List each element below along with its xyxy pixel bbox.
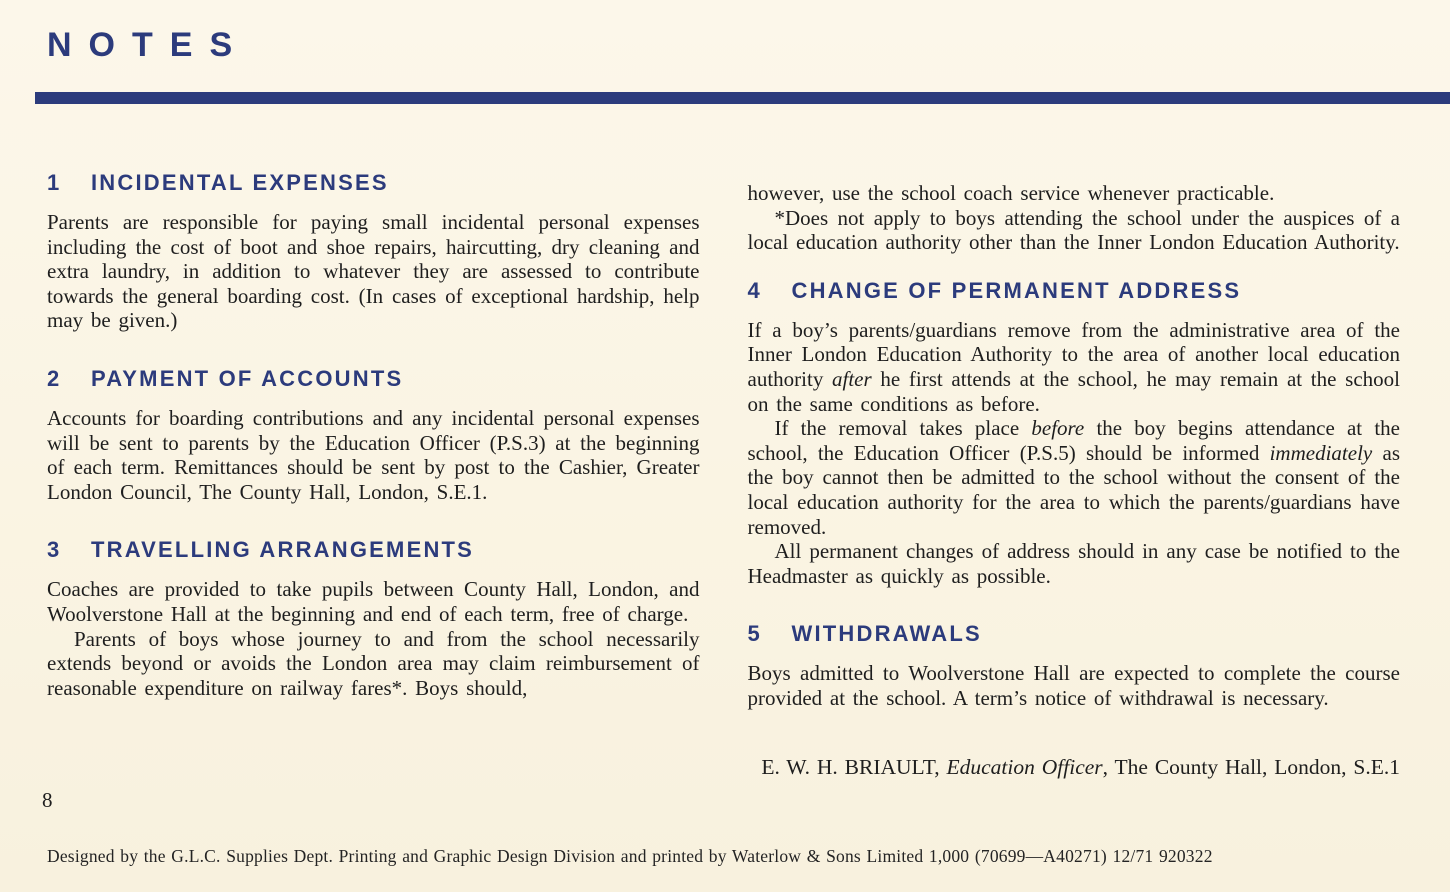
two-column-body — [47, 170, 1400, 711]
paragraph: If the removal takes place before the boy begins attendance at the school, the Education Officer (P.S.5) should be informed immediately as the boy cannot then be admitted to the school without the consent of the local education authority for the area to which the parents/guardians have removed. — [747, 416, 1400, 539]
section-title: PAYMENT OF ACCOUNTS — [91, 365, 404, 391]
section-heading — [47, 537, 700, 563]
section-number: 4 — [747, 277, 760, 303]
section-change-of-permanent-address — [748, 278, 1401, 589]
section-number: 3 — [47, 537, 60, 563]
paragraph: All permanent changes of address should in any case be notified to the Headmaster as quickly as possible. — [747, 539, 1400, 588]
page-number: 8 — [42, 788, 53, 812]
section-payment-of-accounts — [47, 366, 700, 504]
section-number: 2 — [47, 365, 60, 391]
header-rule — [35, 92, 1450, 104]
section-heading — [47, 170, 700, 196]
left-column — [47, 170, 700, 711]
section-incidental-expenses — [47, 170, 700, 333]
right-column — [748, 170, 1401, 711]
signature-line: E. W. H. BRIAULT, Education Officer, The County Hall, London, S.E.1 — [761, 755, 1400, 779]
paragraph: Parents of boys whose journey to and from the school necessarily extends beyond or avoids the London area may claim reimbursement of reasonable expenditure on railway fares*. Boys should, — [47, 626, 700, 700]
page-title: NOTES — [47, 26, 250, 64]
paragraph: Coaches are provided to take pupils between County Hall, London, and Woolverstone Hall at the beginning and end of each term, free of charge. — [47, 577, 700, 626]
section-heading — [748, 621, 1401, 647]
section-travelling-arrangements — [47, 537, 700, 700]
paragraph: Boys admitted to Woolverstone Hall are expected to complete the course provided at the school. A term’s notice of withdrawal is necessary. — [747, 661, 1400, 710]
section-number: 1 — [47, 170, 60, 195]
paragraph: Parents are responsible for paying small incidental personal expenses including the cost of boot and shoe repairs, haircutting, dry cleaning and extra laundry, in addition to whatever they are assessed to contribute towards the general boarding cost. (In cases of exceptional hardship, help may be given.) — [47, 210, 700, 333]
paragraph: If a boy’s parents/guardians remove from the administrative area of the Inner London Education Authority to the area of another local education authority after he first attends at the school, he may remain at the school on the same conditions as before. — [747, 317, 1400, 416]
imprint-line: Designed by the G.L.C. Supplies Dept. Printing and Graphic Design Division and printed by Waterlow & Sons Limited 1,000 (70699—A40271) 12/71 920322 — [47, 846, 1213, 866]
paragraph: *Does not apply to boys attending the school under the auspices of a local education authority other than the Inner London Education Authority. — [747, 205, 1400, 255]
section-heading — [748, 278, 1401, 304]
section-title: TRAVELLING ARRANGEMENTS — [91, 537, 475, 563]
section-title: INCIDENTAL EXPENSES — [91, 170, 389, 195]
section-withdrawals — [748, 621, 1401, 710]
section-number: 5 — [747, 621, 760, 647]
paragraph: however, use the school coach service whenever practicable. — [747, 181, 1275, 205]
section-heading — [47, 366, 700, 392]
section-title: WITHDRAWALS — [791, 621, 982, 647]
travelling-arrangements-continuation — [748, 181, 1401, 255]
section-title: CHANGE OF PERMANENT ADDRESS — [791, 277, 1242, 303]
paragraph: Accounts for boarding contributions and any incidental personal expenses will be sent to parents by the Education Officer (P.S.3) at the beginning of each term. Remittances should be sent by post to the Cashier, Greater London Council, The County Hall, London, S.E.1. — [47, 405, 700, 504]
